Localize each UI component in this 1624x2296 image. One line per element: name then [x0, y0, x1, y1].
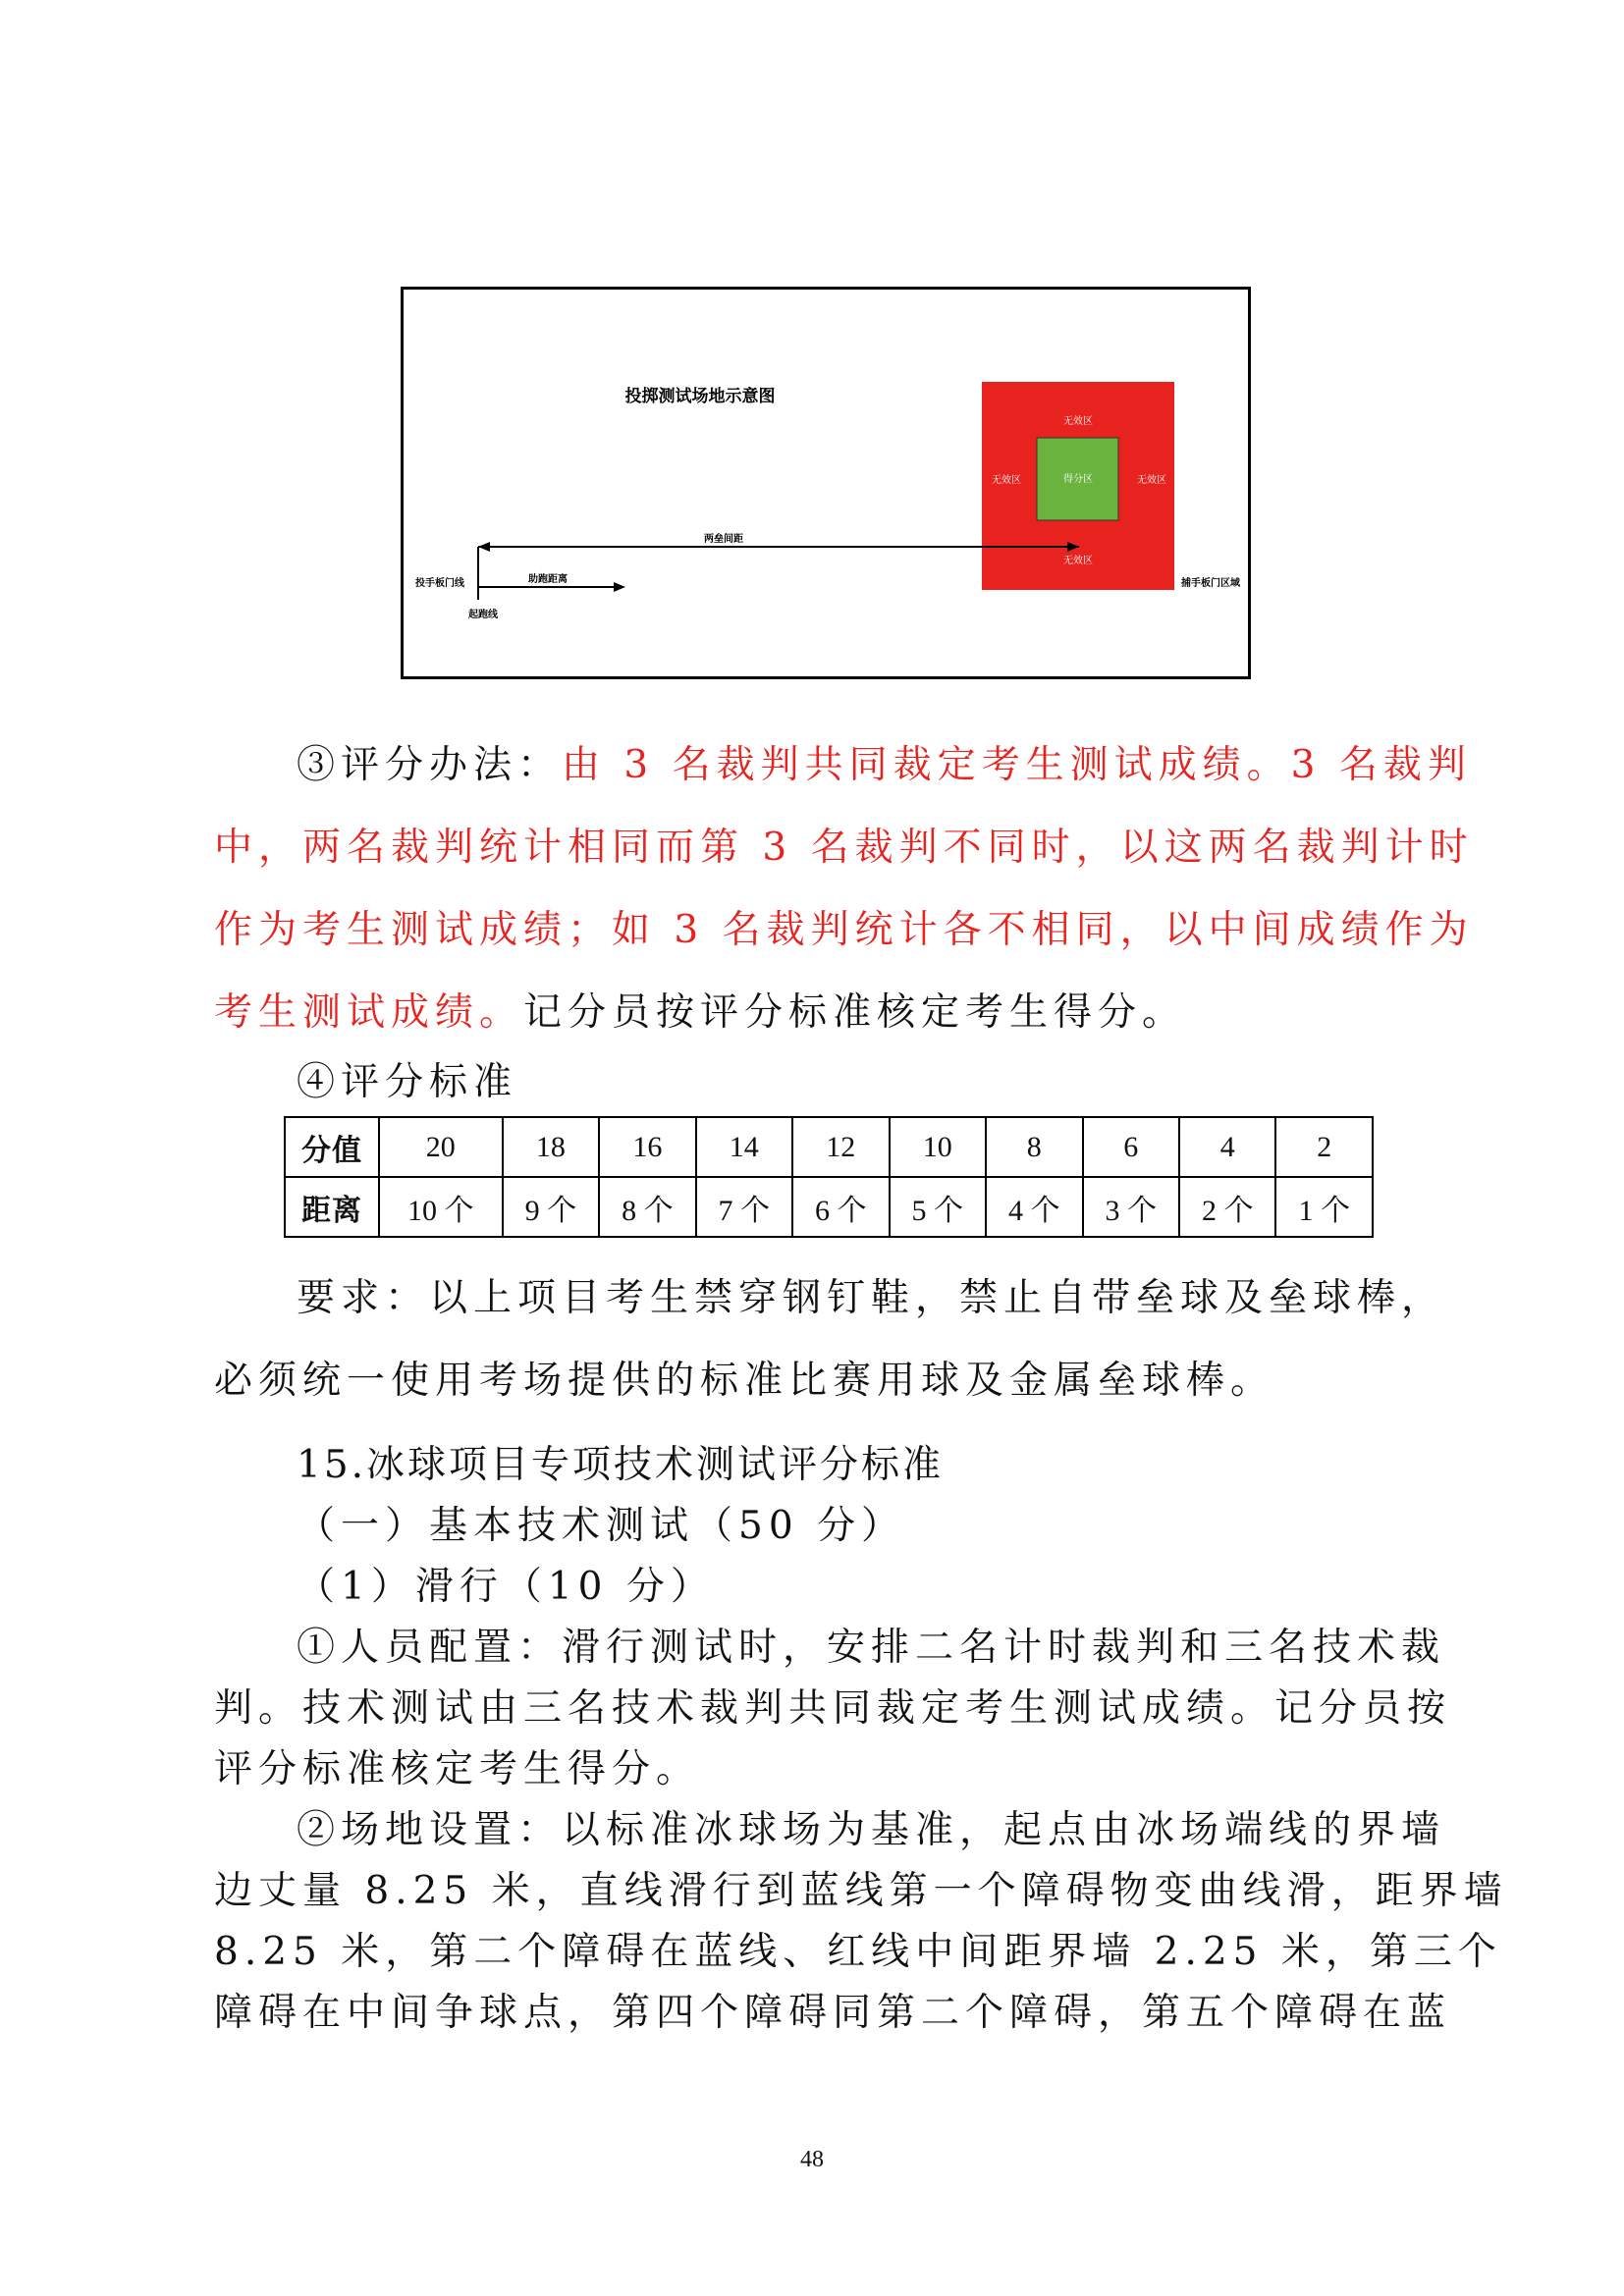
- scoring-method-line-3: 作为考生测试成绩；如 3 名裁判统计各不相同，以中间成绩作为: [214, 908, 1474, 952]
- scoring-method-line-1: [214, 724, 1472, 807]
- distance-cell: 8 个: [599, 1177, 695, 1237]
- section-15-title: 15.冰球项目专项技术测试评分标准: [297, 1443, 945, 1487]
- score-cell: 6: [1083, 1117, 1179, 1177]
- score-cell: 12: [792, 1117, 889, 1177]
- run-up-label: 助跑距离: [528, 574, 568, 585]
- distance-label: 两垒间距: [704, 534, 743, 545]
- staff-config-line-2: 判。技术测试由三名技术裁判共同裁定考生测试成绩。记分员按: [214, 1686, 1452, 1731]
- distance-cell: 7 个: [696, 1177, 792, 1237]
- staff-config-line-1: ①人员配置：滑行测试时，安排二名计时裁判和三名技术裁: [297, 1626, 1446, 1670]
- section-15: [214, 1435, 1508, 2044]
- requirement-line-2: 必须统一使用考场提供的标准比赛用球及金属垒球棒。: [214, 1359, 1275, 1403]
- distance-cell: 9 个: [503, 1177, 599, 1237]
- staff-config-line-3: 评分标准核定考生得分。: [214, 1747, 701, 1791]
- scoring-method-paragraph: [214, 724, 1474, 1054]
- score-row-label: 分值: [285, 1117, 379, 1177]
- catcher-area-label: 捕手板门区域: [1181, 578, 1240, 589]
- table-row: [285, 1117, 1373, 1177]
- scoring-standard-table: [284, 1116, 1374, 1238]
- scoring-method-black-tail: 记分员按评分标准核定考生得分。: [523, 990, 1187, 1035]
- score-cell: 2: [1275, 1117, 1373, 1177]
- venue-setup-line-4: 障碍在中间争球点，第四个障碍同第二个障碍，第五个障碍在蓝: [214, 1991, 1452, 2035]
- section-15-subheading-2: （1）滑行（10 分）: [297, 1565, 715, 1609]
- distance-cell: 4 个: [986, 1177, 1082, 1237]
- distance-cell: 5 个: [890, 1177, 986, 1237]
- distance-arrow-left-head: [478, 542, 490, 552]
- distance-cell: 3 个: [1083, 1177, 1179, 1237]
- right-zone-label: 无效区: [1137, 475, 1166, 486]
- section-15-subheading-1: （一）基本技术测试（50 分）: [297, 1504, 906, 1548]
- bottom-zone-label: 无效区: [1063, 556, 1093, 566]
- field-diagram-svg: [404, 290, 1248, 676]
- table-row: [285, 1177, 1373, 1237]
- score-cell: 14: [696, 1117, 792, 1177]
- score-cell: 20: [379, 1117, 503, 1177]
- top-zone-label: 无效区: [1063, 416, 1093, 427]
- scoring-method-prefix: ③评分办法：: [297, 743, 563, 787]
- score-cell: 18: [503, 1117, 599, 1177]
- scoring-method-line-2: 中，两名裁判统计相同而第 3 名裁判不同时，以这两名裁判计时: [214, 826, 1474, 870]
- distance-cell: 2 个: [1179, 1177, 1275, 1237]
- distance-cell: 1 个: [1275, 1177, 1373, 1237]
- venue-setup-line-2: 边丈量 8.25 米，直线滑行到蓝线第一个障碍物变曲线滑，距界墙: [214, 1869, 1508, 1913]
- score-cell: 8: [986, 1117, 1082, 1177]
- requirement-paragraph: [214, 1257, 1446, 1422]
- score-zone-label: 得分区: [1063, 474, 1093, 485]
- run-up-arrow-head: [614, 582, 625, 592]
- left-zone-label: 无效区: [992, 475, 1021, 486]
- pitcher-line-label: 投手板门线: [415, 578, 464, 589]
- requirement-line-1: 要求：以上项目考生禁穿钢钉鞋，禁止自带垒球及垒球棒，: [297, 1276, 1446, 1320]
- scoring-standard-heading: ④评分标准: [297, 1060, 518, 1104]
- score-cell: 4: [1179, 1117, 1275, 1177]
- scoring-method-line-4: [214, 972, 1443, 1054]
- venue-setup-line-3: 8.25 米，第二个障碍在蓝线、红线中间距界墙 2.25 米，第三个: [214, 1930, 1502, 1974]
- distance-row-label: 距离: [285, 1177, 379, 1237]
- distance-cell: 6 个: [792, 1177, 889, 1237]
- page-number: 48: [800, 2147, 824, 2172]
- start-line-label: 起跑线: [468, 610, 498, 620]
- distance-cell: 10 个: [379, 1177, 503, 1237]
- venue-setup-line-1: ②场地设置：以标准冰球场为基准，起点由冰场端线的界墙: [297, 1808, 1446, 1852]
- score-cell: 16: [599, 1117, 695, 1177]
- scoring-method-red-4: 考生测试成绩。: [214, 990, 524, 1035]
- field-diagram: [401, 287, 1251, 679]
- scoring-method-red-1: 由 3 名裁判共同裁定考生测试成绩。3 名裁判: [562, 743, 1472, 787]
- diagram-title: 投掷测试场地示意图: [624, 387, 776, 406]
- score-cell: 10: [890, 1117, 986, 1177]
